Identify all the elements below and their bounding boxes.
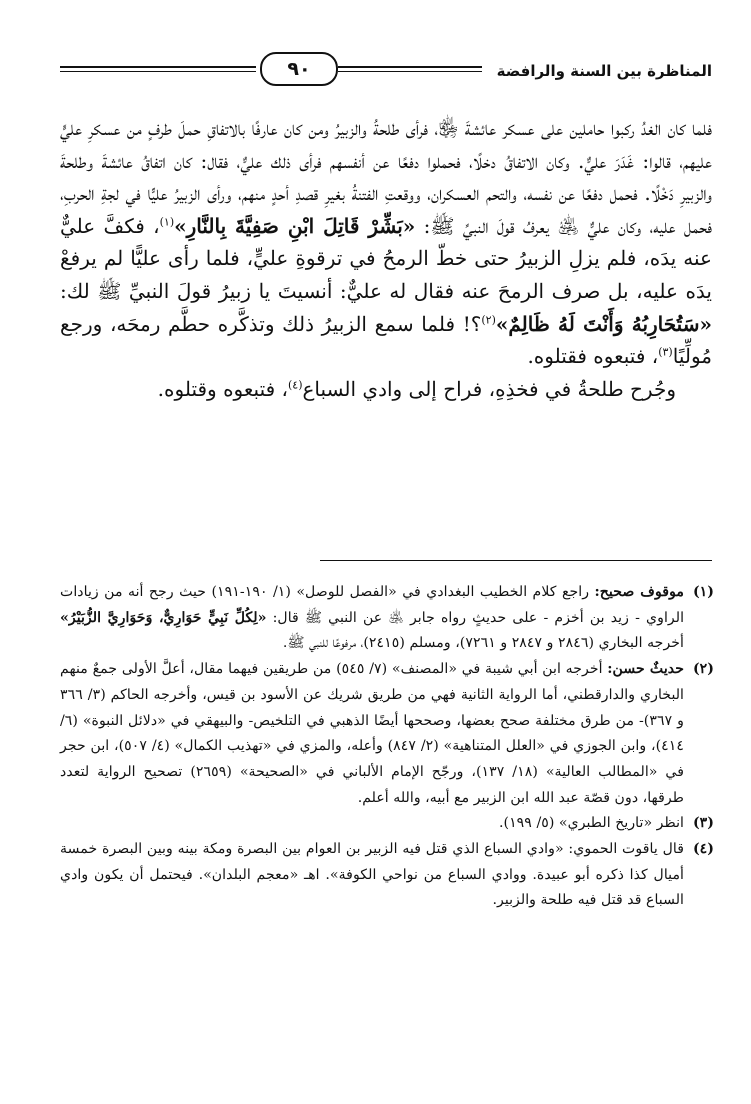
- footnote-text: انظر «تاريخ الطبري» (٥/ ١٩٩).: [499, 815, 684, 832]
- footnote-hadith: «لِكُلِّ نَبِيٍّ حَوَارِيٌّ، وَحَوَارِيَّ الزُّبَيْرُ»: [60, 609, 267, 626]
- footnotes: [60, 580, 714, 914]
- page-number: ٩٠: [260, 52, 338, 86]
- footnote-1: [60, 580, 714, 657]
- footnote-number: (١): [692, 584, 714, 600]
- page-header: [60, 52, 712, 100]
- footnote-grade: موقوف صحيح:: [594, 584, 684, 600]
- footnote-text: قال ياقوت الحموي: «وادي السباع الذي قتل فيه الزبير بن العوام بين البصرة ومكة بينه وبين البصرة خمسة أميال كذا ذكره أبو عبيدة. ووادي السباع من نواحي الكوفة». اهـ «معجم البلدان». فيحتمل أن يكون وادي السباع قد قتل فيه طلحة والزبير.: [60, 841, 684, 909]
- hadith-quote-1: «بَشِّرْ قَاتِلَ ابْنِ صَفِيَّةَ بِالنَّارِ»: [174, 213, 416, 238]
- footnote-text: راجع كلام الخطيب البغدادي في «الفصل للوصل» (١/ ١٩٠-١٩١) حيث رجح أنه من زيادات الراوي - زيد بن أخزم - على حديثٍ رواه جابر ﵁ عن النبي ﷺ قال:: [60, 584, 685, 626]
- footnote-3: [60, 811, 714, 837]
- hadith-quote-2: «سَتُحَارِبُهُ وَأَنْتَ لَهُ ظَالِمٌ»: [495, 311, 712, 336]
- footnote-grade: حديثٌ حسن:: [607, 661, 684, 678]
- paragraph-1-text-b: ، فكفَّ عليٌّ عنه يدَه، فلم يزلِ الزبيرُ حتى خطّ الرمحُ في ترقوةِ عليٍّ، فلما رأى عليًّا لم يرفعْ يدَه عليه، بل صرف الرمحَ عنه فقال له عليٌّ: أنسيتَ يا زبيرُ قولَ النبيِّ ﷺ لك:: [60, 213, 712, 303]
- footnote-ref-4[interactable]: (٤): [287, 378, 303, 392]
- header-rule-left-thin: [60, 71, 256, 72]
- running-title: المناظرة بين السنة والرافضة: [496, 62, 712, 80]
- footnote-ref-2[interactable]: (٢): [481, 312, 496, 326]
- paragraph-1: [60, 112, 712, 373]
- header-rule-mid-thin: [338, 71, 482, 72]
- paragraph-2-text-b: ، فتبعوه وقتلوه.: [157, 376, 288, 401]
- header-rule-mid: [338, 66, 482, 68]
- footnote-text-2: أخرجه البخاري (٢٨٤٦ و ٢٨٤٧ و ٧٢٦١)، ومسلم (٢٤١٥)، مرفوعًا للنبي ﷺ.: [282, 635, 684, 652]
- paragraph-1-text: فلما كان الغدُ ركبوا حاملين على عسكر عائشةَ ﵂، فرأى طلحةُ والزبيرُ ومن كان عارفًا بالاتفاقِ حملَ طرفٍ من عسكرِ عليٍّ عليهم، قالوا: غَدَرَ عليٌّ. وكان الاتفاقُ دخلًا، فحملوا دفعًا عن أنفسهم فرأى ذلك عليٌّ، فقال: كان اتفاقُ عائشةَ وطلحةَ والزبيرِ دَخْلًا. فحمل دفعًا عن نفسه، والتحم العسكران، ووقعتِ الفتنةُ بغيرِ قصدِ أحدٍ منهم، ورأى الزبيرُ عليًّا في لجةِ الحربِ، فحمل عليه، وكان عليٌّ ﵁ يعرفُ قولَ النبيِّ ﷺ:: [60, 116, 713, 238]
- paragraph-2: [60, 373, 712, 406]
- footnote-separator: [320, 560, 712, 561]
- paragraph-2-text: وجُرح طلحةُ في فخذِهِ، فراح إلى وادي السباع: [302, 376, 676, 401]
- footnote-4: [60, 837, 714, 914]
- header-rule-left: [60, 66, 256, 68]
- main-text: [60, 112, 712, 405]
- footnote-text: أخرجه ابن أبي شيبة في «المصنف» (٧/ ٥٤٥) من طريقين فيهما مقال، أعلَّ الأولى جمعٌ منهم البخاري والدارقطني، أما الرواية الثانية فهي من طريق شريك عن الأسود بن قيس، وأخرجه الحاكم (٣/ ٣٦٦ و ٣٦٧)- من طرق مختلفة صحح بعضها، وصححها أيضًا الذهبي في التلخيص- والبيهقي في «دلائل النبوة» (٦/ ٤١٤)، وابن الجوزي في «العلل المتناهية» (٢/ ٨٤٧) وأعله، والمزي في «تهذيب الكمال» (٤/ ٥٠٧)، ابن حجر في «المطالب العالية» (١٨/ ١٣٧)، ورجّح الإمام الألباني في «الصحيحة» (٢٦٥٩) تصحيح الرواية لتعدد طرقها، دون قصّة عبد الله ابن الزبير مع أبيه، والله أعلم.: [60, 661, 684, 806]
- footnote-2: [60, 657, 714, 811]
- footnote-number: (٢): [692, 661, 714, 678]
- footnote-ref-1[interactable]: (١): [159, 215, 175, 229]
- footnote-ref-3[interactable]: (٣): [658, 345, 673, 359]
- paragraph-1-text-d: ، فتبعوه فقتلوه.: [527, 344, 659, 369]
- footnote-number: (٤): [692, 841, 714, 858]
- paragraph-1-text-c: ؟! فلما سمع الزبيرُ ذلك وتذكَّره حطَّم رمحَه، ورجع مُولِّيًا: [60, 311, 712, 369]
- footnote-number: (٣): [692, 815, 714, 832]
